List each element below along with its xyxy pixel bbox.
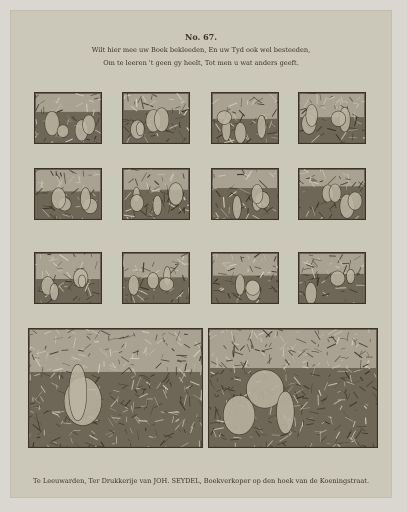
woodcut-12-caption: [298, 306, 366, 316]
woodcut-large-left: [28, 328, 203, 448]
woodcut-3-caption: [211, 146, 279, 156]
verse-line-2: Om te leeren 't geen gy heelt, Tot men u wat anders geeft.: [103, 59, 299, 67]
woodcut-5-caption: [34, 222, 102, 232]
woodcut-4-caption: [298, 146, 366, 156]
woodcut-11-caption: [211, 306, 279, 316]
woodcut-7: [211, 168, 279, 220]
imprint-line: Te Leeuwarden, Ter Drukkerije van JOH. SEYDEL, Boekverkoper op den hoek van de Koeningstraat.: [32, 477, 370, 485]
woodcut-12: [298, 252, 366, 304]
woodcut-4: [298, 92, 366, 144]
woodcut-7-caption: [211, 222, 279, 232]
verse-line-1: Wilt hier mee uw Boek bekleeden, En uw Tyd ook wel besteeden,: [91, 46, 311, 54]
woodcut-10-caption: [122, 306, 190, 316]
woodcut-1-caption: [34, 146, 102, 156]
sheet-number: No. 67.: [185, 32, 217, 42]
woodcut-2-caption: [122, 146, 190, 156]
woodcut-10: [122, 252, 190, 304]
broadsheet: [10, 10, 392, 498]
woodcut-3: [211, 92, 279, 144]
woodcut-large-right: [208, 328, 378, 448]
woodcut-large-left-caption: [28, 450, 203, 460]
woodcut-8-caption: [298, 222, 366, 232]
woodcut-9-caption: [34, 306, 102, 316]
woodcut-8: [298, 168, 366, 220]
woodcut-1: [34, 92, 102, 144]
woodcut-5: [34, 168, 102, 220]
woodcut-11: [211, 252, 279, 304]
woodcut-6: [122, 168, 190, 220]
woodcut-6-caption: [122, 222, 190, 232]
woodcut-large-right-caption: [208, 450, 378, 460]
woodcut-9: [34, 252, 102, 304]
woodcut-2: [122, 92, 190, 144]
